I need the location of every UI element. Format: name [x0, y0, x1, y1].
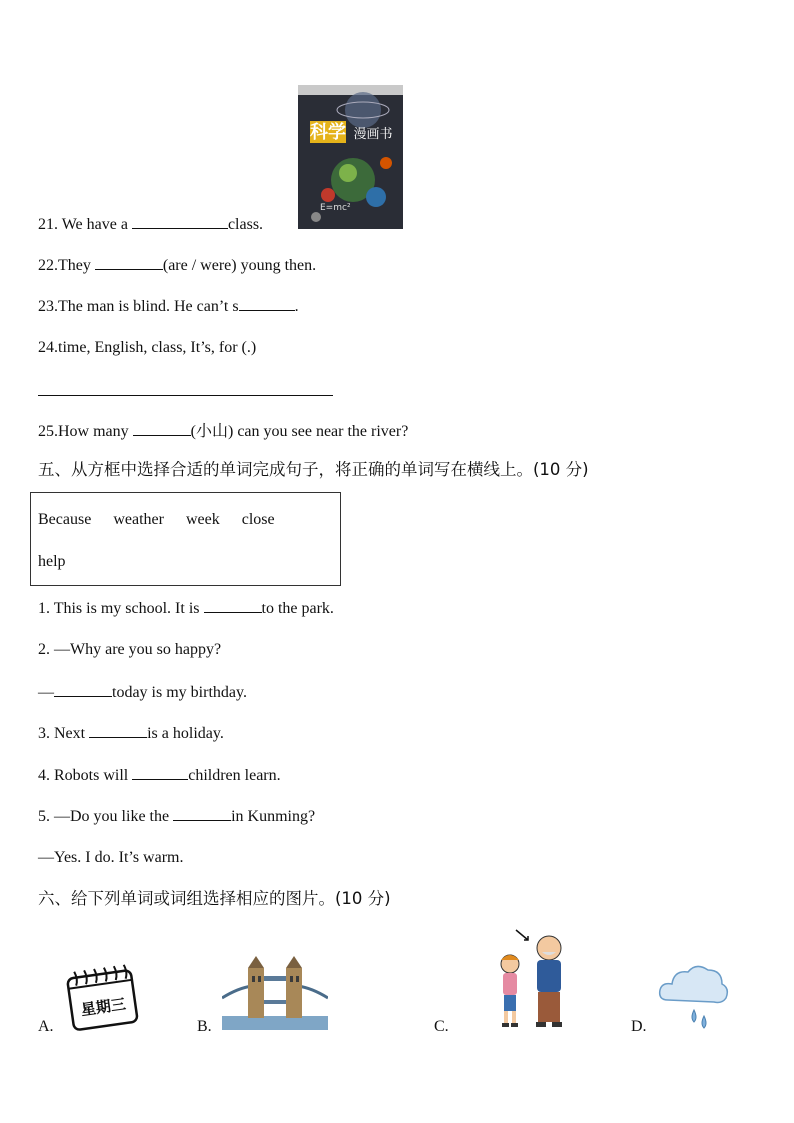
section-5-item-4: 4. Robots will children learn. [38, 767, 281, 784]
option-c-label: C. [434, 1018, 449, 1035]
science-comic-book-cover-image [298, 85, 403, 229]
word-bank-box [30, 492, 341, 586]
answer-blank[interactable] [239, 296, 295, 311]
answer-blank[interactable] [89, 723, 147, 738]
answer-blank[interactable] [132, 214, 228, 229]
rain-cloud-image[interactable] [656, 960, 730, 1034]
section-5-item-2-answer: — today is my birthday. [38, 684, 247, 701]
tower-bridge-image[interactable] [222, 954, 328, 1030]
section-5-item-5-question: 5. —Do you like the in Kunming? [38, 808, 316, 825]
question-23: 23.The man is blind. He can’t s . [38, 298, 299, 315]
book-subtitle: 漫画书 [353, 127, 393, 142]
option-d-label: D. [631, 1018, 647, 1035]
word-bank-item: help [38, 553, 66, 570]
answer-blank[interactable] [132, 765, 188, 780]
option-a-label: A. [38, 1018, 54, 1035]
book-title: 科学 [310, 122, 346, 143]
question-24: 24.time, English, class, It’s, for (.) [38, 339, 257, 356]
question-22: 22.They (are / were) young then. [38, 257, 317, 274]
word-bank-item: week [185, 511, 220, 528]
section-6-heading: 六、给下列单词或词组选择相应的图片。(10 分) [38, 889, 391, 908]
answer-line[interactable] [38, 395, 333, 396]
answer-blank[interactable] [173, 806, 231, 821]
section-5-item-5-answer: —Yes. I do. It’s warm. [38, 849, 184, 866]
word-bank-item: Because [38, 511, 92, 528]
question-21: 21. We have a class. [38, 216, 264, 233]
book-formula: E=mc² [320, 203, 351, 213]
word-bank-item: close [241, 511, 275, 528]
answer-blank[interactable] [204, 598, 262, 613]
section-5-heading: 五、从方框中选择合适的单词完成句子，将正确的单词写在横线上。(10 分) [38, 460, 589, 479]
section-5-item-2-question: 2. —Why are you so happy? [38, 641, 222, 658]
answer-blank[interactable] [95, 255, 163, 270]
calendar-image[interactable] [62, 962, 144, 1032]
answer-blank[interactable] [54, 682, 112, 697]
section-5-item-1: 1. This is my school. It is to the park. [38, 600, 334, 617]
word-bank-item: weather [113, 511, 164, 528]
section-5-item-3: 3. Next is a holiday. [38, 725, 224, 742]
option-b-label: B. [197, 1018, 212, 1035]
question-25: 25.How many (小山) can you see near the river? [38, 423, 409, 440]
calendar-text: 星期三 [79, 994, 127, 1020]
boy-and-grandpa-image[interactable] [494, 926, 576, 1034]
answer-blank[interactable] [133, 421, 191, 436]
